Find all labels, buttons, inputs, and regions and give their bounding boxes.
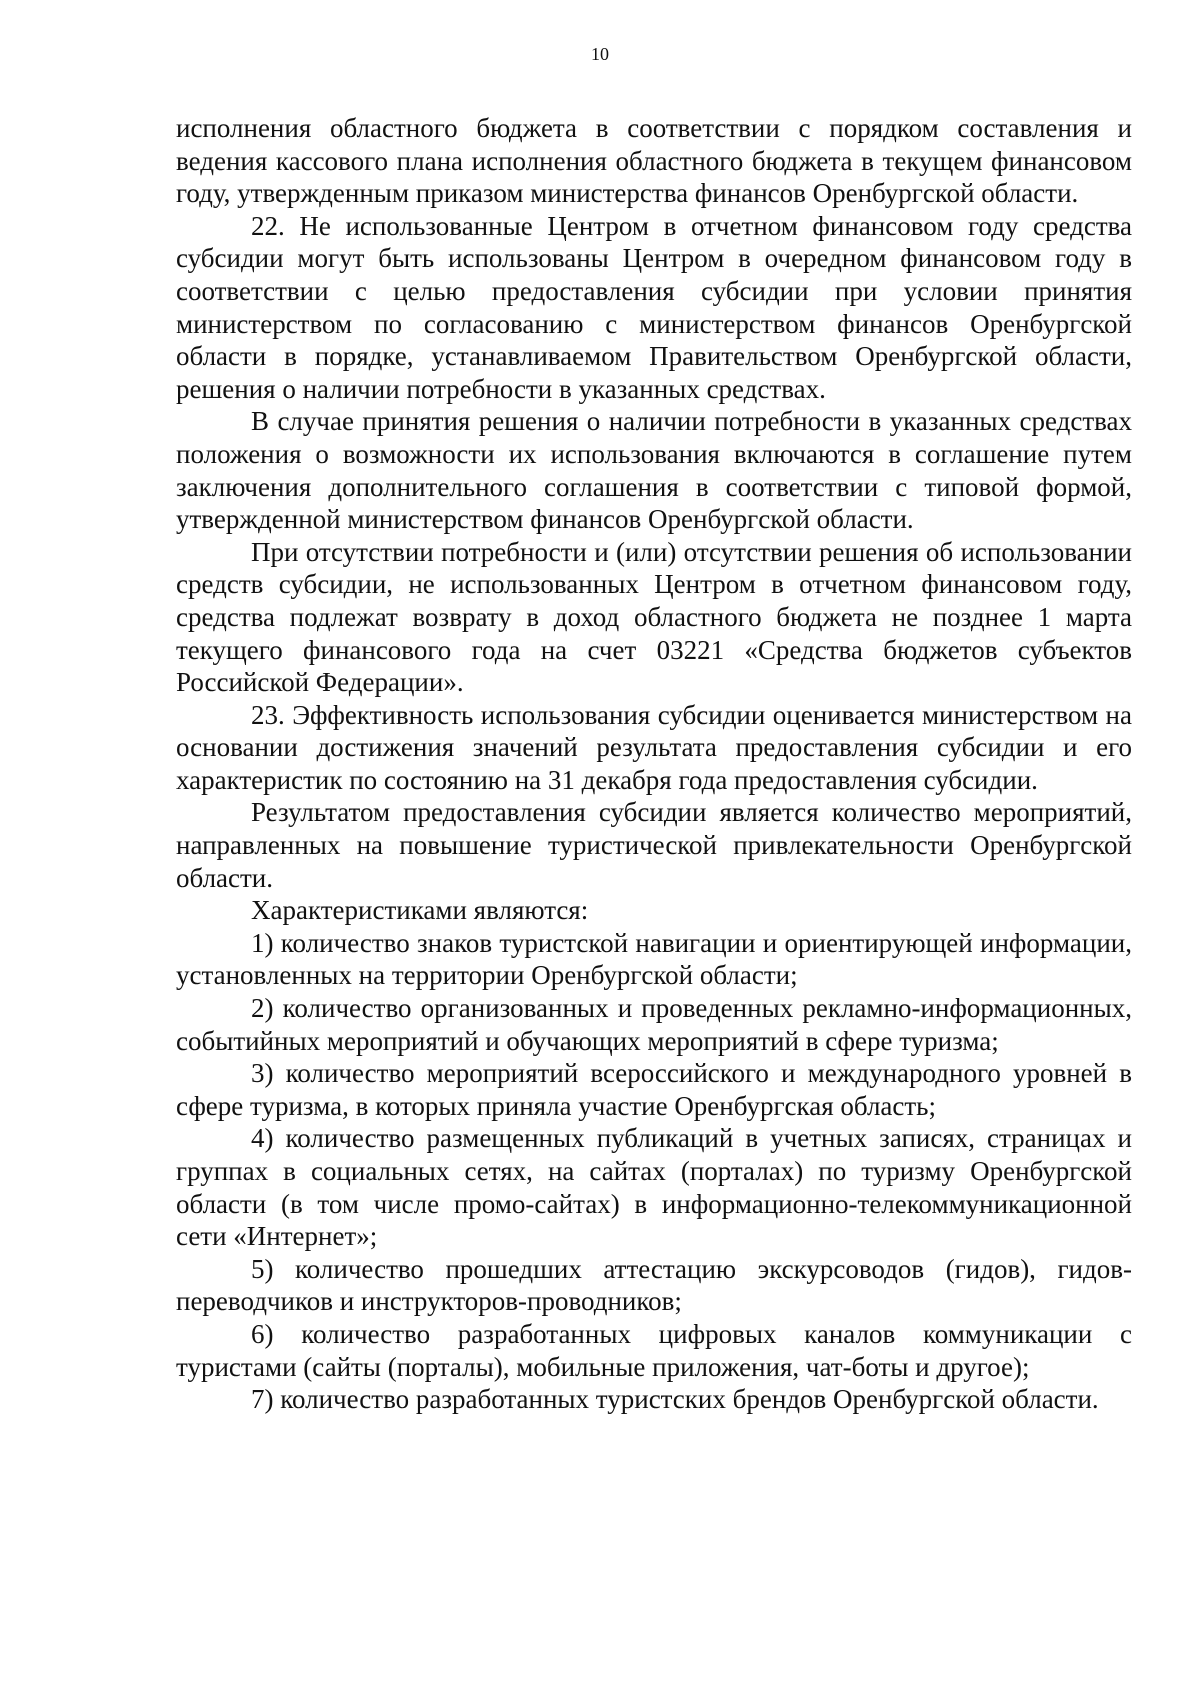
- list-item: 1) количество знаков туристской навигации и ориентирующей информации, установленных на территории Оренбургской области;: [176, 927, 1132, 991]
- paragraph: В случае принятия решения о наличии потребности в указанных средствах положения о возможности их использования включаются в соглашение путем заключения дополнительного соглашения в соответствии с типовой формой, утвержденной министерством финансов Оренбургской области.: [176, 406, 1132, 535]
- paragraph: исполнения областного бюджета в соответствии с порядком составления и ведения кассового плана исполнения областного бюджета в текущем финансовом году, утвержденным приказом министерства финансов Оренбургской области.: [176, 113, 1132, 209]
- paragraph: 23. Эффективность использования субсидии оценивается министерством на основании достижения значений результата предоставления субсидии и его характеристик по состоянию на 31 декабря года предоставления субсидии.: [176, 699, 1132, 795]
- paragraph: Характеристиками являются:: [251, 895, 589, 926]
- document-body: [176, 112, 1132, 1416]
- paragraph: Результатом предоставления субсидии является количество мероприятий, направленных на повышение туристической привлекательности Оренбургской области.: [176, 797, 1132, 893]
- list-item: 7) количество разработанных туристских брендов Оренбургской области.: [251, 1384, 1099, 1415]
- page-number: 10: [591, 44, 609, 64]
- list-item: 3) количество мероприятий всероссийского и международного уровней в сфере туризма, в которых приняла участие Оренбургская область;: [176, 1058, 1132, 1121]
- list-item: 6) количество разработанных цифровых каналов коммуникации с туристами (сайты (порталы), мобильные приложения, чат-боты и другое);: [176, 1318, 1132, 1382]
- list-item: 4) количество размещенных публикаций в учетных записях, страницах и группах в социальных сетях, на сайтах (порталах) по туризму Оренбургской области (в том числе промо-сайтах) в информационно-телекоммуникационной сети «Интернет»;: [176, 1123, 1132, 1252]
- paragraph: 22. Не использованные Центром в отчетном финансовом году средства субсидии могут быть использованы Центром в очередном финансовом году в соответствии с целью предоставления субсидии при условии принятия министерством по согласованию с министерством финансов Оренбургской области в порядке, устанавливаемом Правительством Оренбургской области, решения о наличии потребности в указанных средствах.: [176, 210, 1132, 404]
- list-item: 5) количество прошедших аттестацию экскурсоводов (гидов), гидов-переводчиков и инструкторов-проводников;: [176, 1253, 1132, 1317]
- list-item: 2) количество организованных и проведенных рекламно-информационных, событийных мероприятий и обучающих мероприятий в сфере туризма;: [176, 993, 1132, 1056]
- paragraph: При отсутствии потребности и (или) отсутствии решения об использовании средств субсидии, не использованных Центром в отчетном финансовом году, средства подлежат возврату в доход областного бюджета не позднее 1 марта текущего финансового года на счет 03221 «Средства бюджетов субъектов Российской Федерации».: [176, 536, 1132, 698]
